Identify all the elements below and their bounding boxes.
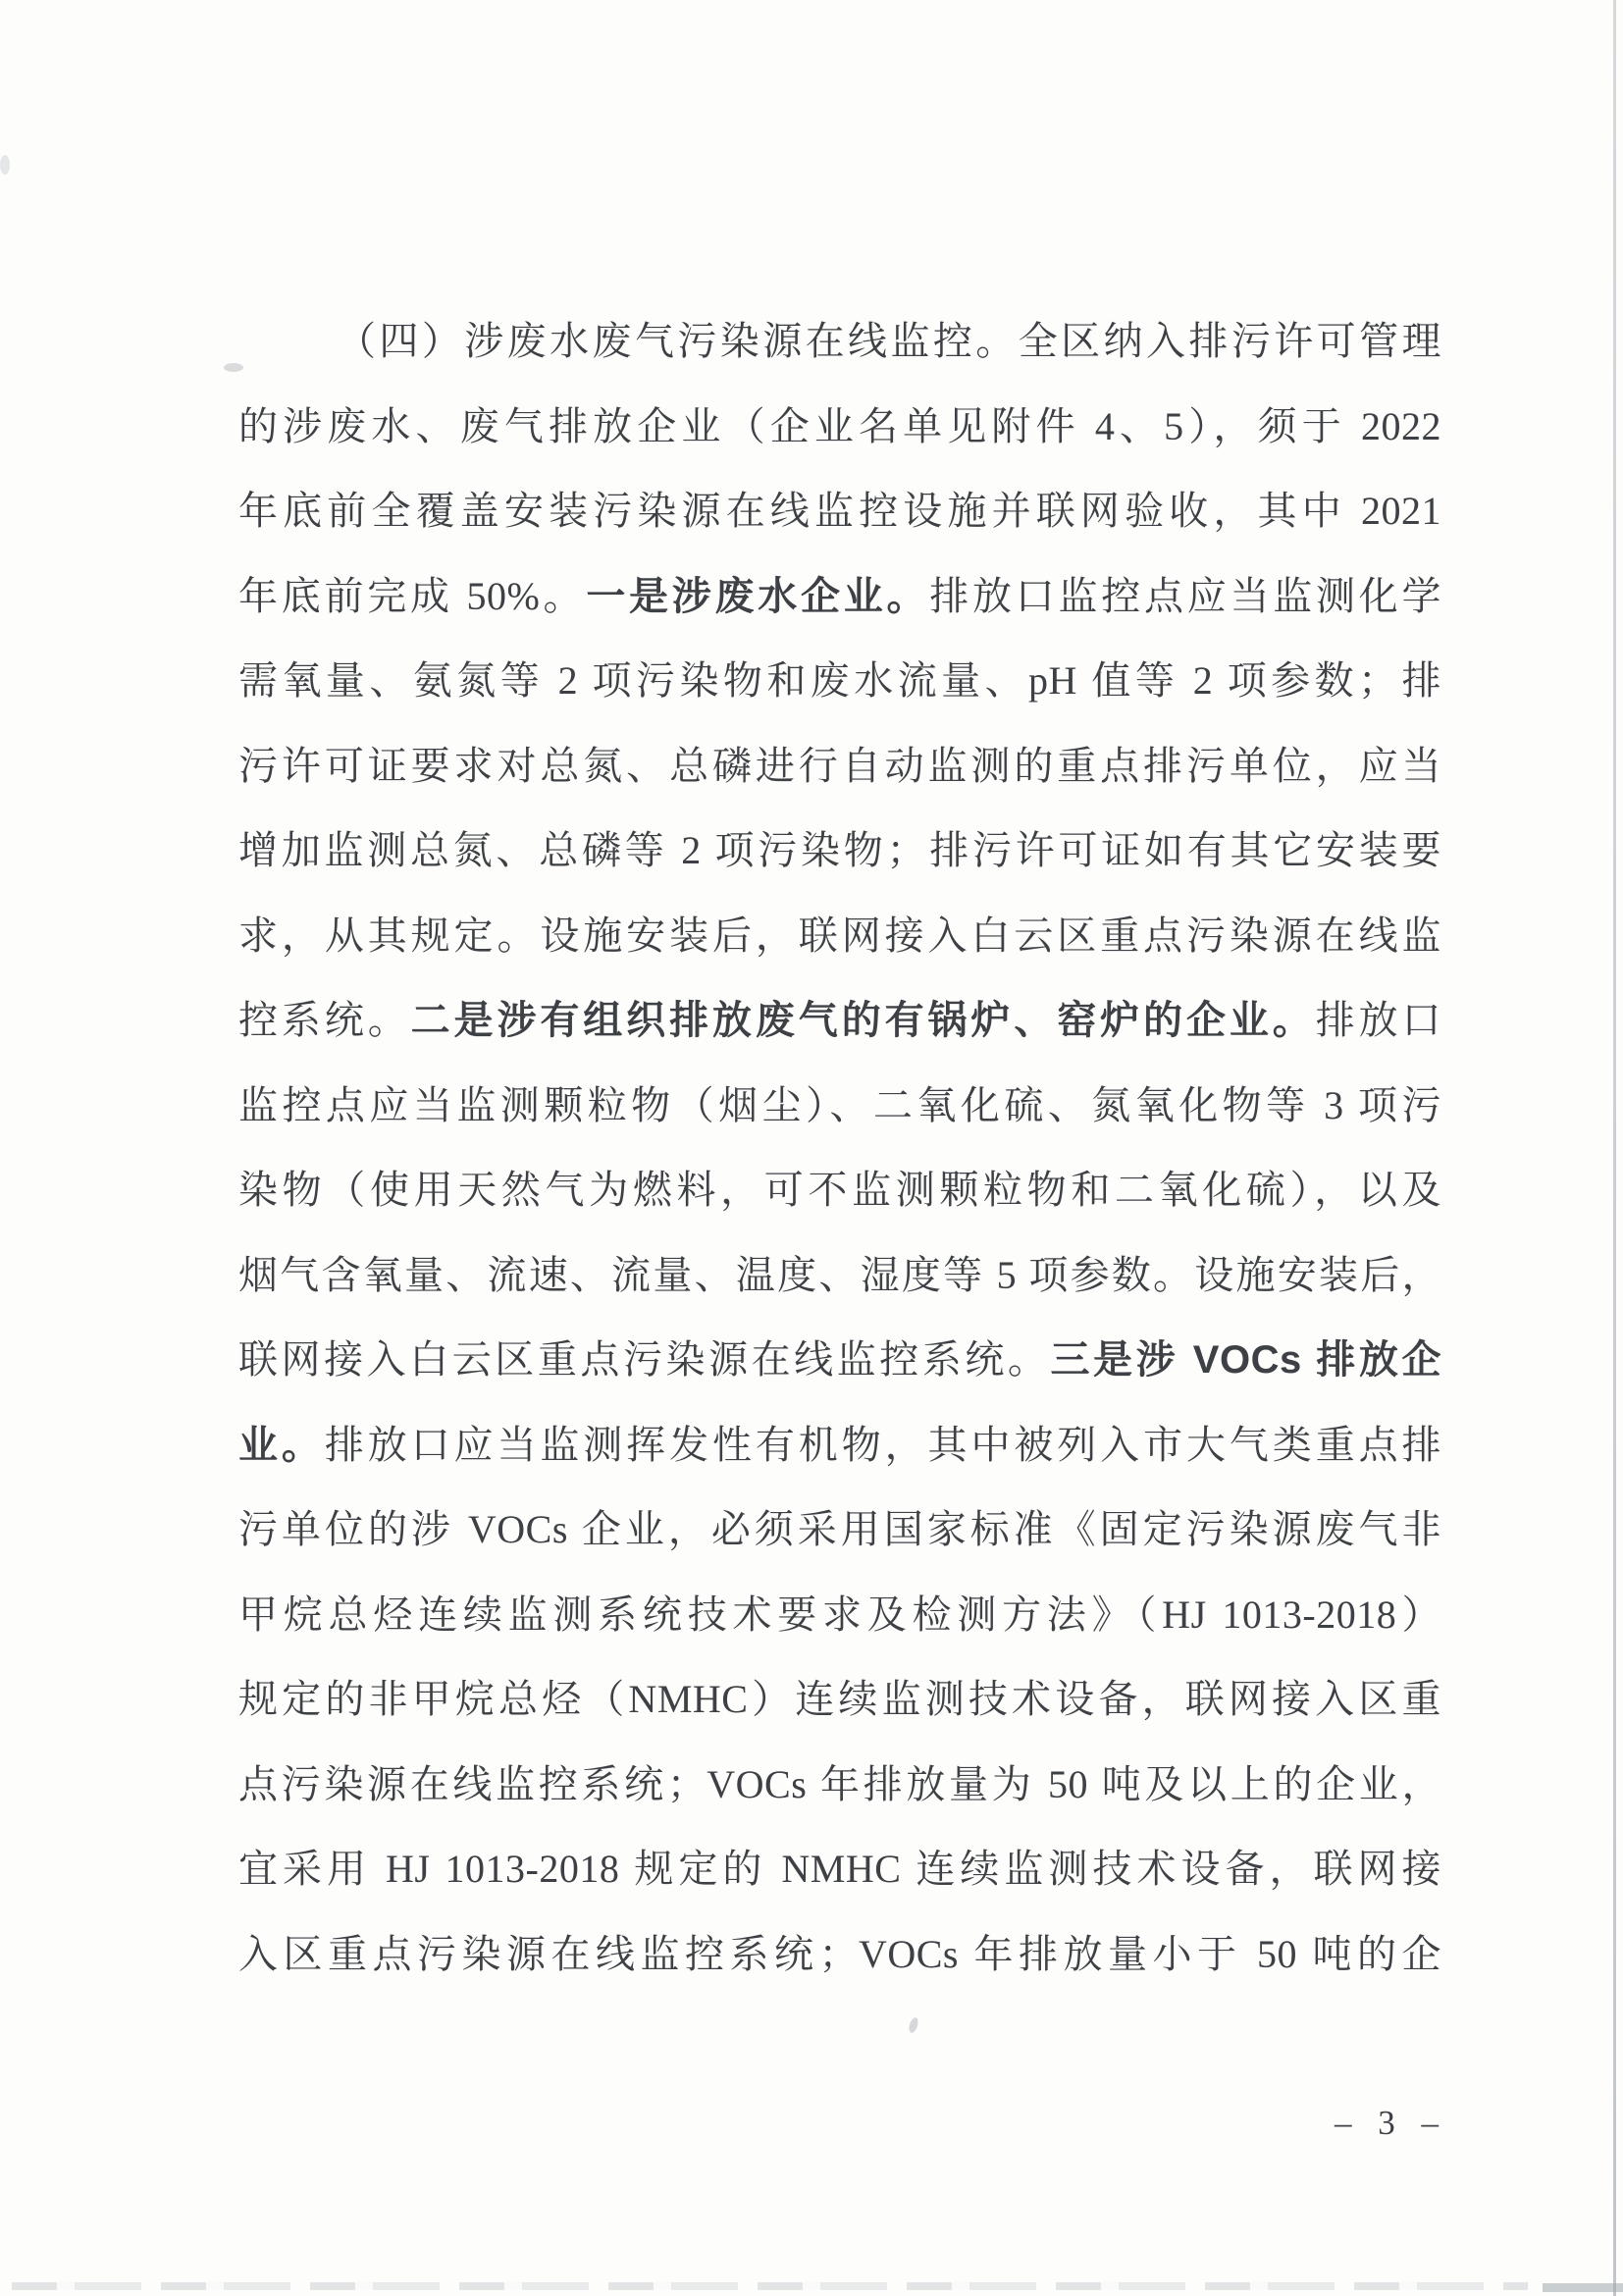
- text-line: [238, 724, 1441, 809]
- scan-artifact-bottom-right: [1543, 2283, 1623, 2292]
- body-text: 排放口监控点应当监测化学: [929, 573, 1442, 618]
- body-text: 联网接入白云区重点污染源在线监控系统。: [238, 1337, 1051, 1382]
- body-text: 增加监测总氮、总磷等 2 项污染物；排污许可证如有其它安装要: [238, 828, 1441, 872]
- body-text: 的涉废水、废气排放企业（企业名单见附件 4、5），须于 2022: [238, 403, 1441, 448]
- text-line: [238, 299, 1441, 385]
- text-line: [238, 1403, 1441, 1488]
- page-number: – 3 –: [1335, 2104, 1447, 2142]
- body-text: 污许可证要求对总氮、总磷进行自动监测的重点排污单位，应当: [238, 743, 1441, 788]
- body-text: 烟气含氧量、流速、流量、温度、湿度等 5 项参数。设施安装后，: [238, 1252, 1441, 1297]
- text-line: [238, 1827, 1441, 1912]
- document-body: [238, 299, 1441, 1997]
- text-line: [238, 1487, 1441, 1573]
- text-line: [238, 1318, 1441, 1403]
- body-text: 排放口应当监测挥发性有机物，其中被列入市大气类重点排: [324, 1422, 1442, 1467]
- body-text: 需氧量、氨氮等 2 项污染物和废水流量、pH 值等 2 项参数；排: [238, 658, 1441, 703]
- text-line: [238, 894, 1441, 979]
- text-line: [238, 1064, 1441, 1149]
- text-line: [238, 1573, 1441, 1658]
- body-text: 监控点应当监测颗粒物（烟尘）、二氧化硫、氮氧化物等 3 项污: [238, 1082, 1441, 1127]
- body-text: 污单位的涉 VOCs 企业，必须采用国家标准《固定污染源废气非: [238, 1507, 1441, 1551]
- bold-emphasis-text: 一是涉废水企业。: [586, 574, 930, 618]
- text-line: [238, 809, 1441, 894]
- body-text: 全区纳入排污许可管理: [1018, 319, 1442, 363]
- scan-artifact-right-edge: [1613, 0, 1616, 2296]
- body-text: 控系统。: [238, 998, 411, 1042]
- scan-artifact-smudge: [224, 363, 243, 372]
- text-line: [238, 1148, 1441, 1233]
- body-text: 入区重点污染源在线监控系统；VOCs 年排放量小于 50 吨的企: [238, 1931, 1441, 1976]
- text-line: [238, 639, 1441, 724]
- bold-emphasis-text: 三是涉 VOCs 排放企: [1050, 1338, 1441, 1382]
- body-text: 年底前全覆盖安装污染源在线监控设施并联网验收，其中 2021: [238, 489, 1441, 533]
- text-line: [238, 1743, 1441, 1828]
- body-text: 染物（使用天然气为燃料，可不监测颗粒物和二氧化硫），以及: [238, 1168, 1441, 1212]
- body-text: 规定的非甲烷总烃（NMHC）连续监测技术设备，联网接入区重: [238, 1677, 1441, 1721]
- section-heading-text: （四）涉废水废气污染源在线监控。: [337, 319, 1019, 363]
- text-line: [238, 554, 1441, 640]
- text-line: [238, 1233, 1441, 1319]
- text-line: [238, 1912, 1441, 1998]
- text-line: [238, 469, 1441, 554]
- text-line: [238, 385, 1441, 470]
- body-text: 宜采用 HJ 1013-2018 规定的 NMHC 连续监测技术设备，联网接: [238, 1847, 1441, 1891]
- body-text: 求，从其规定。设施安装后，联网接入白云区重点污染源在线监: [238, 913, 1441, 958]
- body-text: 甲烷总烃连续监测系统技术要求及检测方法》（HJ 1013-2018）: [238, 1592, 1441, 1637]
- body-text: 点污染源在线监控系统；VOCs 年排放量为 50 吨及以上的企业，: [238, 1761, 1441, 1806]
- scan-artifact-bottom-band: [12, 2282, 1528, 2290]
- body-text: 排放口: [1315, 998, 1442, 1042]
- text-line: [238, 1657, 1441, 1743]
- bold-emphasis-text: 业。: [238, 1423, 325, 1467]
- text-line: [238, 978, 1441, 1064]
- body-text: 年底前完成 50%。: [238, 573, 587, 618]
- bold-emphasis-text: 二是涉有组织排放废气的有锅炉、窑炉的企业。: [410, 999, 1316, 1042]
- scan-artifact-smudge: [908, 2016, 920, 2034]
- scan-artifact-smudge: [0, 155, 10, 175]
